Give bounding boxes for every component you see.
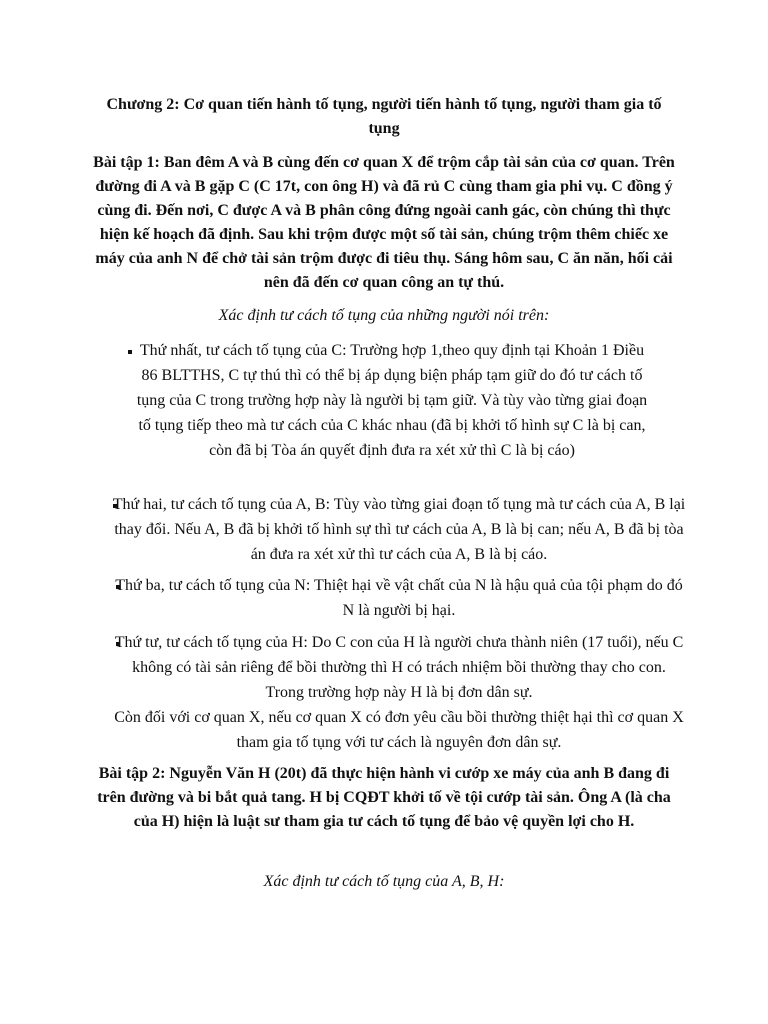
exercise-1-text: Bài tập 1: Ban đêm A và B cùng đến cơ quan X để trộm cắp tài sản của cơ quan. Trên đường đi A và B gặp C (C 17t, con ông H) và đã rủ C cùng tham gia phi vụ. C đồng ý cùng đi. Đến nơi, C được A và B phân công đứng ngoài canh gác, còn chúng thì thực hiện kế hoạch đã định. Sau khi trộm được một số tài sản, chúng trộm thêm chiếc xe máy của anh N để chở tài sản trộm được đi tiêu thụ. Sáng hôm sau, C ăn năn, hối cải nên đã đến cơ quan công an tự thú. [93, 154, 675, 291]
exercise-1-question: Xác định tư cách tố tụng của những người nói trên: [218, 307, 550, 324]
exercise-2-text: Bài tập 2: Nguyễn Văn H (20t) đã thực hiện hành vi cướp xe máy của anh B đang đi trên đường và bi bắt quả tang. H bị CQĐT khởi tố về tội cướp tài sản. Ông A (là cha của H) hiện là luật sư tham gia tư cách tố tụng để bảo vệ quyền lợi cho H. [97, 765, 671, 830]
exercise-2-question: Xác định tư cách tố tụng của A, B, H: [263, 873, 505, 890]
answer-h-text: Thứ tư, tư cách tố tụng của H: Do C con của H là người chưa thành niên (17 tuổi), nếu C không có tài sản riêng để bồi thường thì H có trách nhiệm bồi thường thay cho con. Trong trường hợp này H là bị đơn dân sự. [114, 634, 684, 701]
answer-a-b: Thứ hai, tư cách tố tụng của A, B: Tùy vào từng giai đoạn tố tụng mà tư cách của A, B lại thay đổi. Nếu A, B đã bị khởi tố hình sự thì tư cách của A, B là bị can; nếu A, B đã bị tòa án đưa ra xét xử thì tư cách của A, B là bị cáo. [112, 496, 686, 563]
chapter-title: Chương 2: Cơ quan tiến hành tố tụng, người tiến hành tố tụng, người tham gia tố tụng [106, 96, 662, 137]
answer-h [112, 630, 686, 755]
answer-c: Thứ nhất, tư cách tố tụng của C: Trường hợp 1,theo quy định tại Khoản 1 Điều 86 BLTTHS, C tự thú thì có thể bị áp dụng biện pháp tạm giữ do đó tư cách tố tụng của C trong trường hợp này là người bị tạm giữ. Và tùy vào từng giai đoạn tố tụng tiếp theo mà tư cách của C khác nhau (đã bị khởi tố hình sự C là bị can, còn đã bị Tòa án quyết định đưa ra xét xử thì C là bị cáo) [136, 342, 648, 459]
answer-h-extra: Còn đối với cơ quan X, nếu cơ quan X có đơn yêu cầu bồi thường thiệt hại thì cơ quan X tham gia tố tụng với tư cách là nguyên đơn dân sự. [114, 709, 684, 751]
answer-n: Thứ ba, tư cách tố tụng của N: Thiệt hại về vật chất của N là hậu quả của tội phạm do đó N là người bị hại. [115, 577, 683, 619]
